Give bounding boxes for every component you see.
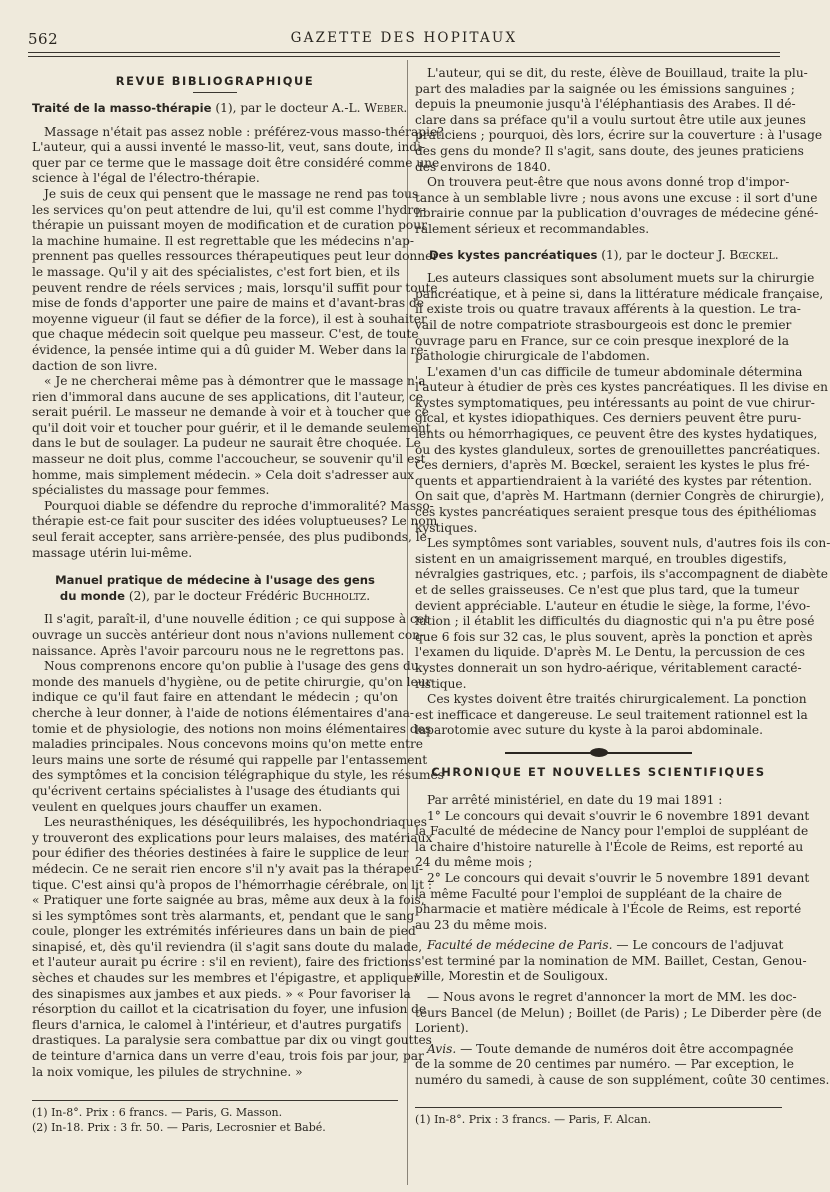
text-line: et l'auteur aurait pu écrire : s'il en revient), faire des frictions <box>32 955 415 970</box>
text-line: leurs mains une sorte de résumé qui rappelle par l'entassement <box>32 752 428 767</box>
section-ornament <box>415 747 782 759</box>
text-line: fleurs d'arnica, le calomel à l'intérieur, et d'autres purgatifs <box>32 1017 402 1032</box>
text-line: pour édifier des théories destinées à faire le supplice de leur <box>32 846 409 861</box>
avis-line <box>415 1041 794 1058</box>
text-line: Je suis de ceux qui pensent que le massage ne rend pas tous <box>44 186 419 201</box>
text-line: lution ; il établit les difficultés du diagnostic qui n'a pu être posé <box>415 614 815 629</box>
text-line: Il s'agit, paraît-il, d'une nouvelle édition ; ce qui suppose à cet <box>44 612 429 627</box>
review-continuation <box>415 66 823 238</box>
text-line: sinapisé, et, dès qu'il reviendra (il s'agit sans doute du malade, <box>32 939 423 954</box>
section-title-chronique: CHRONIQUE ET NOUVELLES SCIENTIFIQUES <box>431 764 766 779</box>
text-line: de teinture d'arnica dans un verre d'eau, trois fois par jour, par <box>32 1049 424 1064</box>
text-line: Les neurasthéniques, les déséquilibrés, les hypochondriaques <box>44 815 428 830</box>
text-line: « Je ne chercherai même pas à démontrer que le massage n'a <box>44 374 426 389</box>
text-line: Massage n'était pas assez noble : préférez-vous masso-thérapie? <box>44 124 444 139</box>
text-line: masseur ne doit plus, comme l'accoucheur, se souvenir qu'il est <box>32 452 426 467</box>
text-line: serait puéril. Le masseur ne demande à voir et à toucher que ce <box>32 405 429 420</box>
text-line: vail de notre compatriote strasbourgeois est donc le premier <box>415 317 792 332</box>
author-name: Buchholtz. <box>302 588 371 603</box>
text-line: kystes donnerait un son hydro-aérique, véritablement caracté- <box>415 660 802 675</box>
text-line: que chaque médecin soit quelque peu masseur. C'est, de toute <box>32 327 419 342</box>
text-line: lents ou hémorrhagiques, ce peuvent être des kystes hydatiques, <box>415 427 818 442</box>
avis-text: — Toute demande de numéros doit être accompagnée <box>456 1041 794 1056</box>
text-line: massage utérin lui-même. <box>32 545 193 560</box>
text-line: ville, Morestin et de Souligoux. <box>415 969 609 984</box>
text-line: coule, plonger les extrémités inférieures dans un bain de pied <box>32 924 416 939</box>
author-name: Bœckel. <box>729 247 779 262</box>
text-line: ristique. <box>415 676 467 691</box>
text-line: des environs de 1840. <box>415 159 551 174</box>
review-heading-text: (1), par le docteur A.-L. <box>211 101 365 115</box>
text-line: est inefficace et dangereuse. Le seul traitement rationnel est la <box>415 707 808 722</box>
text-line: Ces derniers, d'après M. Bœckel, seraient les kystes le plus fré- <box>415 458 810 473</box>
text-line: Les symptômes sont variables, souvent nuls, d'autres fois ils con- <box>427 536 830 551</box>
text-line: 1° Le concours qui devait s'ouvrir le 6 novembre 1891 devant <box>427 808 810 823</box>
text-line: si les symptômes sont très alarmants, et, pendant que le sang <box>32 908 415 923</box>
text-line: thérapie un puissant moyen de modification et de curation pour <box>32 218 427 233</box>
text-line: spécialistes du massage pour femmes. <box>32 483 270 498</box>
text-line: et de selles graisseuses. Ce n'est que plus tard, que la tumeur <box>415 583 800 597</box>
text-line: kystes symptomatiques, peu intéressants au point de vue chirur- <box>415 395 815 410</box>
text-line: les services qu'on peut attendre de lui, qu'il est comme l'hydro- <box>32 202 425 217</box>
faculte-text: — Le concours de l'adjuvat <box>612 938 784 953</box>
text-line: dans le but de soulager. La pudeur ne saurait être choquée. Le <box>32 436 421 451</box>
text-line: pharmacie et matière médicale à l'École de Reims, est reporté <box>415 902 802 917</box>
book-title-cont: du monde <box>59 588 125 603</box>
text-line: qu'écrivent certains spécialistes à l'usage des étudiants qui <box>32 783 401 798</box>
text-line: maladies principales. Nous concevons moins qu'on mette entre <box>32 737 424 752</box>
text-line: résorption du caillot et la cicatrisation du foyer, une infusion de <box>32 1002 427 1017</box>
text-line: la Faculté de médecine de Nancy pour l'emploi de suppléant de <box>415 824 809 839</box>
text-line: prennent pas quelles ressources thérapeutiques peut leur donner <box>32 249 439 264</box>
footnote: (1) In-8°. Prix : 6 francs. — Paris, G. Masson. <box>32 1106 283 1120</box>
page-header <box>28 30 780 48</box>
text-line: librairie connue par la publication d'ouvrages de médecine géné- <box>415 206 819 221</box>
author-name: Weber. <box>364 101 408 115</box>
footnote: (2) In-18. Prix : 3 fr. 50. — Paris, Lecrosnier et Babé. <box>32 1121 326 1135</box>
text-line: monde des manuels d'hygiène, ou de petite chirurgie, qu'on leur <box>32 674 432 689</box>
footnote-rule <box>32 1100 398 1101</box>
text-line: rien d'immoral dans aucune de ses applications, dit l'auteur, ce <box>32 389 424 404</box>
text-line: On trouvera peut-être que nous avons donné trop d'impor- <box>427 175 790 190</box>
text-line: des gens du monde? Il s'agit, sans doute, des jeunes praticiens <box>415 143 804 158</box>
section-rule <box>193 92 237 93</box>
text-line: Nous comprenons encore qu'on publie à l'usage des gens du <box>44 659 419 674</box>
text-line: teurs Bancel (de Melun) ; Boillet (de Paris) ; Le Diberder père (de <box>415 1005 822 1020</box>
text-line: pathologie chirurgicale de l'abdomen. <box>415 349 650 364</box>
book-title: Manuel pratique de médecine à l'usage des gens <box>55 573 375 588</box>
footnote-rule <box>415 1107 782 1108</box>
review-heading-kystes <box>415 248 782 264</box>
header-rule <box>28 52 780 53</box>
text-line: Lorient). <box>415 1021 469 1036</box>
text-line: au 23 du même mois. <box>415 917 548 932</box>
chronique-body <box>415 792 830 1089</box>
faculte-line <box>415 938 782 954</box>
text-line: névralgies gastriques, etc. ; parfois, ils s'accompagnent de diabète <box>415 567 828 582</box>
text-line: praticiens ; pourquoi, dès lors, écrire sur la couverture : à l'usage <box>415 128 823 143</box>
text-line: ouvrage paru en France, sur ce coin presque inexploré de la <box>415 333 789 348</box>
text-line: la même Faculté pour l'emploi de suppléant de la chaire de <box>415 886 782 901</box>
text-line: l'examen du liquide. D'après M. Le Dentu, la percussion de ces <box>415 645 806 660</box>
text-line: ouvrage un succès antérieur dont nous n'avions nullement con- <box>32 628 425 642</box>
text-line: sistent en un amaigrissement marqué, en troubles digestifs, <box>415 551 787 566</box>
text-line: seul ferait accepter, sans arrière-pensée, des plus pudibonds, le <box>32 530 427 545</box>
text-line: la machine humaine. Il est regrettable que les médecins n'ap- <box>32 233 414 248</box>
text-line: ces kystes pancréatiques seraient presque tous des épithéliomas <box>415 505 817 520</box>
text-line: naissance. Après l'avoir parcouru nous ne le regrettons pas. <box>32 643 405 658</box>
text-line: médecin. Ce ne serait rien encore s'il n'y avait pas la thérapeu- <box>32 861 424 876</box>
text-line: devient appréciable. L'auteur en étudie le siège, la forme, l'évo- <box>415 598 811 613</box>
text-line: daction de son livre. <box>32 358 158 373</box>
text-line: gical, et kystes idiopathiques. Ces derniers peuvent être puru- <box>415 411 802 426</box>
text-line: peuvent rendre de réels services ; mais, lorsqu'il suffit pour toute <box>32 280 438 295</box>
review-body-kystes <box>415 271 830 739</box>
text-line: « Pratiquer une forte saignée au bras, même aux deux à la fois, <box>32 893 425 908</box>
text-line: la noix vomique, les pilules de strychnine. » <box>32 1064 303 1079</box>
text-line: de la somme de 20 centimes par numéro. — Par exception, le <box>415 1057 794 1072</box>
text-line: la chaire d'histoire naturelle à l'École de Reims, est reporté au <box>415 839 804 854</box>
text-line: tomie et de physiologie, des notions non moins élémentaires des <box>32 721 432 736</box>
right-column <box>415 60 830 1127</box>
text-line: l'auteur à étudier de près ces kystes pancréatiques. Il les divise en <box>415 380 828 395</box>
text-line: Par arrêté ministériel, en date du 19 mai 1891 : <box>427 792 723 807</box>
review-heading-text: (2), par le docteur Frédéric <box>124 588 303 603</box>
text-line: moyenne vigueur (il faut se défier de la force), il est à souhaiter <box>32 311 427 326</box>
text-line: ralement sérieux et recommandables. <box>415 221 650 236</box>
text-line: numéro du samedi, à cause de son supplément, coûte 30 centimes. <box>415 1073 830 1088</box>
text-line: qu'il doit voir et toucher pour guérir, et il le demande seulement <box>32 420 431 435</box>
text-line: des sinapismes aux jambes et aux pieds. » « Pour favoriser la <box>32 986 411 1001</box>
footnote: (1) In-8°. Prix : 3 francs. — Paris, F. Alcan. <box>415 1112 652 1126</box>
text-line: Pourquoi diable se défendre du reproche d'immoralité? Masso- <box>44 498 434 513</box>
faculte-label: Faculté de médecine de Paris. <box>427 938 613 953</box>
text-line: L'auteur, qui se dit, du reste, élève de Bouillaud, traite la plu- <box>427 66 808 80</box>
text-line: homme, mais simplement médecin. » Cela doit s'adresser aux <box>32 467 415 482</box>
text-line: 2° Le concours qui devait s'ouvrir le 5 novembre 1891 devant <box>427 870 810 885</box>
text-line: tance à un semblable livre ; nous avons une excuse : il sort d'une <box>415 190 818 205</box>
avis-label: Avis. <box>427 1041 457 1056</box>
book-title: Des kystes pancréatiques <box>429 247 598 262</box>
text-line: L'auteur, qui a aussi inventé le masso-lit, veut, sans doute, indi- <box>32 140 426 155</box>
ornament-dot <box>590 748 608 757</box>
book-title: Traité de la masso-thérapie <box>32 101 212 115</box>
text-line: évidence, la pensée intime qui a dû guider M. Weber dans la ré- <box>32 342 428 357</box>
review-heading-massotherapie <box>32 101 408 117</box>
text-line: mise de fonds d'apporter une paire de mains et d'avant-bras de <box>32 296 425 311</box>
text-line: Les auteurs classiques sont absolument muets sur la chirurgie <box>427 271 815 286</box>
text-line: part des maladies par la saignée ou les émissions sanguines ; <box>415 81 795 96</box>
text-line: veulent en quelques jours chauffer un examen. <box>32 799 323 814</box>
header-rule-double <box>28 56 780 57</box>
text-line: thérapie est-ce fait pour susciter des idées voluptueuses? Le nom <box>32 514 438 529</box>
review-body-massotherapie <box>32 124 444 562</box>
text-line: clare dans sa préface qu'il a voulu surtout être utile aux jeunes <box>415 112 806 127</box>
text-line: que 6 fois sur 32 cas, le plus souvent, après la ponction et après <box>415 629 813 644</box>
text-line: — Nous avons le regret d'annoncer la mort de MM. les doc- <box>427 990 797 1005</box>
text-line: drastiques. La paralysie sera combattue par dix ou vingt gouttes <box>32 1033 432 1048</box>
text-line: quents et appartiendraient à la variété des kystes par rétention. <box>415 473 812 488</box>
text-line: indique ce qu'il faut faire en attendant le médecin ; qu'on <box>32 690 398 705</box>
text-line: Ces kystes doivent être traités chirurgicalement. La ponction <box>427 692 807 707</box>
text-line: quer par ce terme que le massage doit être considéré comme une <box>32 155 440 170</box>
text-line: le massage. Qu'il y ait des spécialistes, c'est fort bien, et ils <box>32 264 400 279</box>
text-line: il existe trois ou quatre travaux afférents à la question. Le tra- <box>415 302 801 317</box>
text-line: sèches et chaudes sur les membres et l'épigastre, et appliquer <box>32 971 420 986</box>
review-heading-text: (1), par le docteur J. <box>597 247 730 262</box>
text-line: ou des kystes glanduleux, sortes de grenouillettes pancréatiques. <box>415 442 821 457</box>
section-title-revue: REVUE BIBLIOGRAPHIQUE <box>115 74 315 88</box>
page-number: 562 <box>28 30 59 48</box>
text-line: pancréatique, et à peine si, dans la littérature médicale française, <box>415 286 824 301</box>
text-line: L'examen d'un cas difficile de tumeur abdominale détermina <box>427 364 803 379</box>
text-line: On sait que, d'après M. Hartmann (dernier Congrès de chirurgie), <box>415 489 825 504</box>
review-heading-manuel-line2 <box>32 589 398 605</box>
text-line: depuis la pneumonie jusqu'à l'éléphantiasis des Arabes. Il dé- <box>415 97 796 112</box>
text-line: 24 du même mois ; <box>415 855 533 870</box>
review-heading-manuel <box>32 573 398 589</box>
text-line: laparotomie avec suture du kyste à la paroi abdominale. <box>415 723 763 738</box>
text-line: science à l'égal de l'électro-thérapie. <box>32 171 260 186</box>
text-line: kystiques. <box>415 520 478 535</box>
text-line: cherche à leur donner, à l'aide de notions élémentaires d'ana- <box>32 705 415 720</box>
text-line: s'est terminé par la nomination de MM. Baillet, Cestan, Genou- <box>415 953 807 968</box>
text-line: y trouveront des explications pour leurs malaises, des matériaux <box>32 830 433 845</box>
text-line: des symptômes et la concision télégraphique du style, les résumés <box>32 768 444 783</box>
text-line: tique. C'est ainsi qu'à propos de l'hémorrhagie cérébrale, on lit : <box>32 877 432 892</box>
journal-title: GAZETTE DES HOPITAUX <box>290 30 518 46</box>
